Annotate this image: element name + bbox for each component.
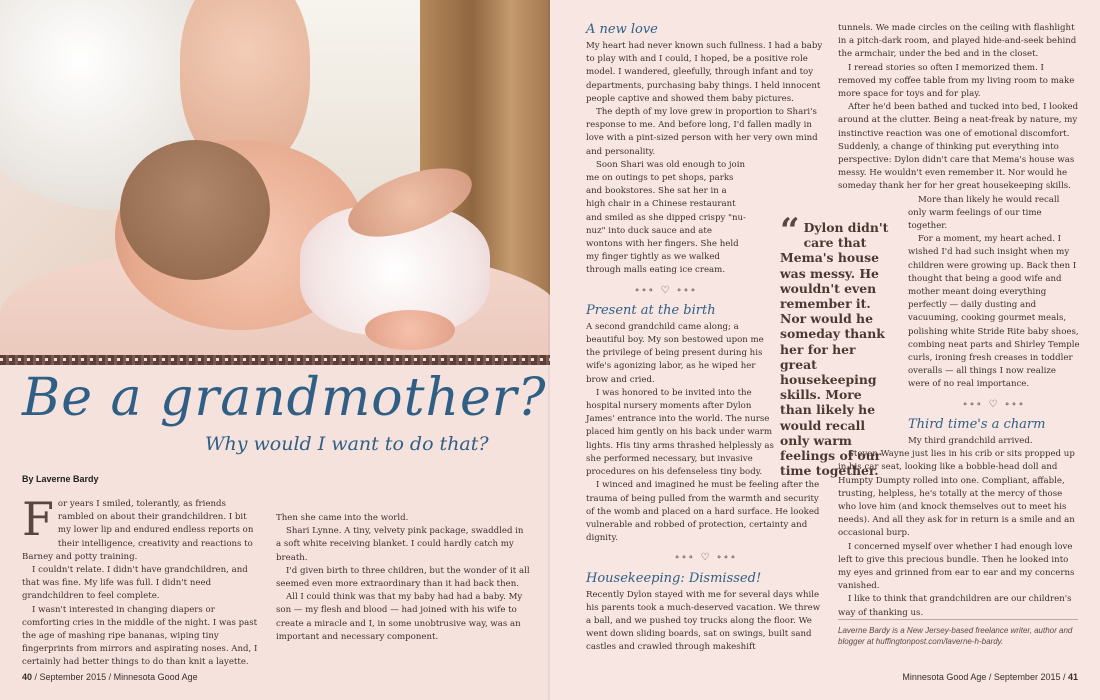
paragraph: My third grandchild arrived. bbox=[908, 435, 1033, 446]
paragraph: I'd given birth to three children, but the wonder of it all seemed even more extraordinary than it had back then. bbox=[276, 565, 530, 590]
paragraph: More than likely he would recall only warm feelings of our time together. bbox=[908, 194, 1060, 232]
article-subhead: Why would I want to do that? bbox=[205, 433, 489, 455]
folio-text: Minnesota Good Age / September 2015 / bbox=[902, 672, 1066, 682]
section-heading: A new love bbox=[586, 22, 658, 37]
quote-mark-icon: “ bbox=[780, 211, 800, 251]
paragraph: I was honored to be invited into the hospital nursery moments after Dylon James' entrance into the world. The nurse placed him gently on his back under warm lights. His tiny arms thrashed helplessly as she performed necessary, but invasive procedures on his defenseless tiny body. bbox=[586, 387, 774, 478]
paragraph: A second grandchild came along; a beautiful boy. My son bestowed upon me the privilege of being present during his wife's agonizing labor, as he wiped her brow and cried. bbox=[586, 321, 764, 385]
indented-block bbox=[908, 194, 1080, 392]
paragraph: My heart had never known such fullness. I had a baby to play with and I could, I hoped, be a positive role model. I wandered, gleefully, through infant and toy departments, purchasing baby things. I held innocent people captive and showed them baby pictures. bbox=[586, 41, 823, 104]
paragraph: After he'd been bathed and tucked into bed, I looked around at the clutter. Being a neat-freak by nature, my instinctive reaction was one of emotional discomfort. Suddenly, a change of thinking put everything into perspective: Dylon didn't care that Mema's house was messy. He wouldn't even remember it. Nor would he someday thank her for her great housekeeping skills. bbox=[838, 102, 1079, 192]
page-folio-right bbox=[902, 672, 1078, 682]
section-body bbox=[908, 417, 1080, 448]
dropcap: F bbox=[22, 492, 54, 546]
paragraph: Then she came into the world. bbox=[276, 513, 409, 523]
paragraph: All I could think was that my baby had had a baby. My son — my flesh and blood — had joined with his wife to create a miracle and I, in some unobtrusive way, was an important and necessary component. bbox=[276, 592, 523, 642]
page-number: 40 bbox=[22, 672, 33, 682]
section-body bbox=[586, 321, 774, 479]
article-headline: Be a grandmother? bbox=[22, 368, 547, 428]
ornament-divider: ∘∘∘ ♡ ∘∘∘ bbox=[674, 552, 738, 564]
grandmother-baby-photo bbox=[0, 0, 550, 355]
page-number: 41 bbox=[1067, 672, 1078, 682]
ornament-divider: ∘∘∘ ♡ ∘∘∘ bbox=[962, 398, 1026, 410]
paragraph: I concerned myself over whether I had enough love left to give this precious bundle. Then he looked into my eyes and grinned from ear to ear and my concerns vanished. bbox=[838, 541, 1075, 592]
page-folio-left bbox=[22, 672, 198, 682]
paragraph: I reread stories so often I memorized them. I removed my coffee table from my living room to make more space for toys and for play. bbox=[838, 62, 1075, 100]
paragraph: I wasn't interested in changing diapers or comforting cries in the middle of the night. I was past the age of mashing ripe bananas, wiping tiny fingerprints from mirrors and aspirating noses. And, I certainly had better things to do than knit a layette. bbox=[22, 604, 258, 668]
pull-quote-text: Dylon didn't care that Mema's house was messy. He wouldn't even remember it. Nor would he someday thank her for her great housekeeping skills. More than likely he would recall only warm feelings of our time together. bbox=[780, 220, 889, 479]
paragraph: I couldn't relate. I didn't have grandchildren, and that was fine. My life was full. I didn't need grandchildren to feel complete. bbox=[22, 565, 248, 602]
paragraph: I like to think that grandchildren are our children's way of thanking us. bbox=[838, 594, 1072, 618]
decorative-divider bbox=[0, 355, 550, 365]
author-bio: Laverne Bardy is a New Jersey-based freelance writer, author and blogger at huffingtonpost.com/laverne-h-bardy. bbox=[838, 619, 1078, 647]
paragraph: Recently Dylon stayed with me for several days while his parents took a much-deserved vacation. We threw a ball, and we pushed toy trucks along the floor. We went down sliding boards, sat on swings, built sand castles and crawled through makeshift bbox=[586, 589, 821, 653]
paragraph: tunnels. We made circles on the ceiling with flashlight in a pitch-dark room, and played hide-and-seek behind the armchair, under the bed and in the closet. bbox=[838, 23, 1077, 60]
paragraph: The depth of my love grew in proportion to Shari's response to me. And before long, I'd fallen madly in love with a pint-sized person with her very own mind and personality. bbox=[586, 107, 818, 157]
baby-hand bbox=[365, 310, 455, 350]
paragraph: Shari Lynne. A tiny, velvety pink package, swaddled in a soft white receiving blanket. I could hardly catch my breath. bbox=[276, 526, 524, 563]
left-column-2 bbox=[276, 512, 531, 644]
section-heading: Housekeeping: Dismissed! bbox=[586, 570, 762, 586]
paragraph: or years I smiled, tolerantly, as friends rambled on about their grandchildren. I bit my lower lip and endured endless reports on their intelligence, creativity and reactions to Barney and potty training. bbox=[22, 499, 254, 562]
right-column-2 bbox=[838, 22, 1080, 620]
section-heading: Third time's a charm bbox=[908, 416, 1046, 432]
folio-text: / September 2015 / Minnesota Good Age bbox=[34, 672, 198, 682]
byline: By Laverne Bardy bbox=[22, 474, 99, 484]
paragraph: Soon Shari was old enough to join me on outings to pet shops, parks and bookstores. She sat her in a high chair in a Chinese restaurant and smiled as she dipped crispy "nu-nuz" into duck sauce and ate wontons with her fingers. She held my finger tightly as we walked through malls eating ice cream. bbox=[586, 159, 746, 276]
paragraph: For a moment, my heart ached. I wished I'd had such insight when my children were growing up. Back then I thought that being a good wife and mother meant doing everything perfectly — daily dusting and vacuuming, cooking gourmet meals, polishing white Stride Rite baby shoes, combing neat parts and Shirley Temple curls, ironing fresh creases in toddler overalls — all things I now realize were of no real importance. bbox=[908, 234, 1080, 390]
left-column-1 bbox=[22, 492, 262, 670]
paragraph: I winced and imagined he must be feeling after the trauma of being pulled from the warmth and security of the womb and placed on a hard surface. He looked vulnerable and robbed of protection, certainty and dignity. bbox=[586, 480, 820, 544]
baby-hair bbox=[120, 140, 270, 280]
section-heading: Present at the birth bbox=[586, 302, 716, 318]
ornament-divider: ∘∘∘ ♡ ∘∘∘ bbox=[634, 284, 698, 296]
paragraph: Steven Wayne just lies in his crib or sits propped up in his car seat, looking like a bobble-head doll and Humpty Dumpty rolled into one. Compliant, affable, trusting, helpless, he's totally at the mercy of those who love him (and knock themselves out to meet his needs). And all they ask for in return is a smile and an occasional burp. bbox=[838, 449, 1075, 539]
